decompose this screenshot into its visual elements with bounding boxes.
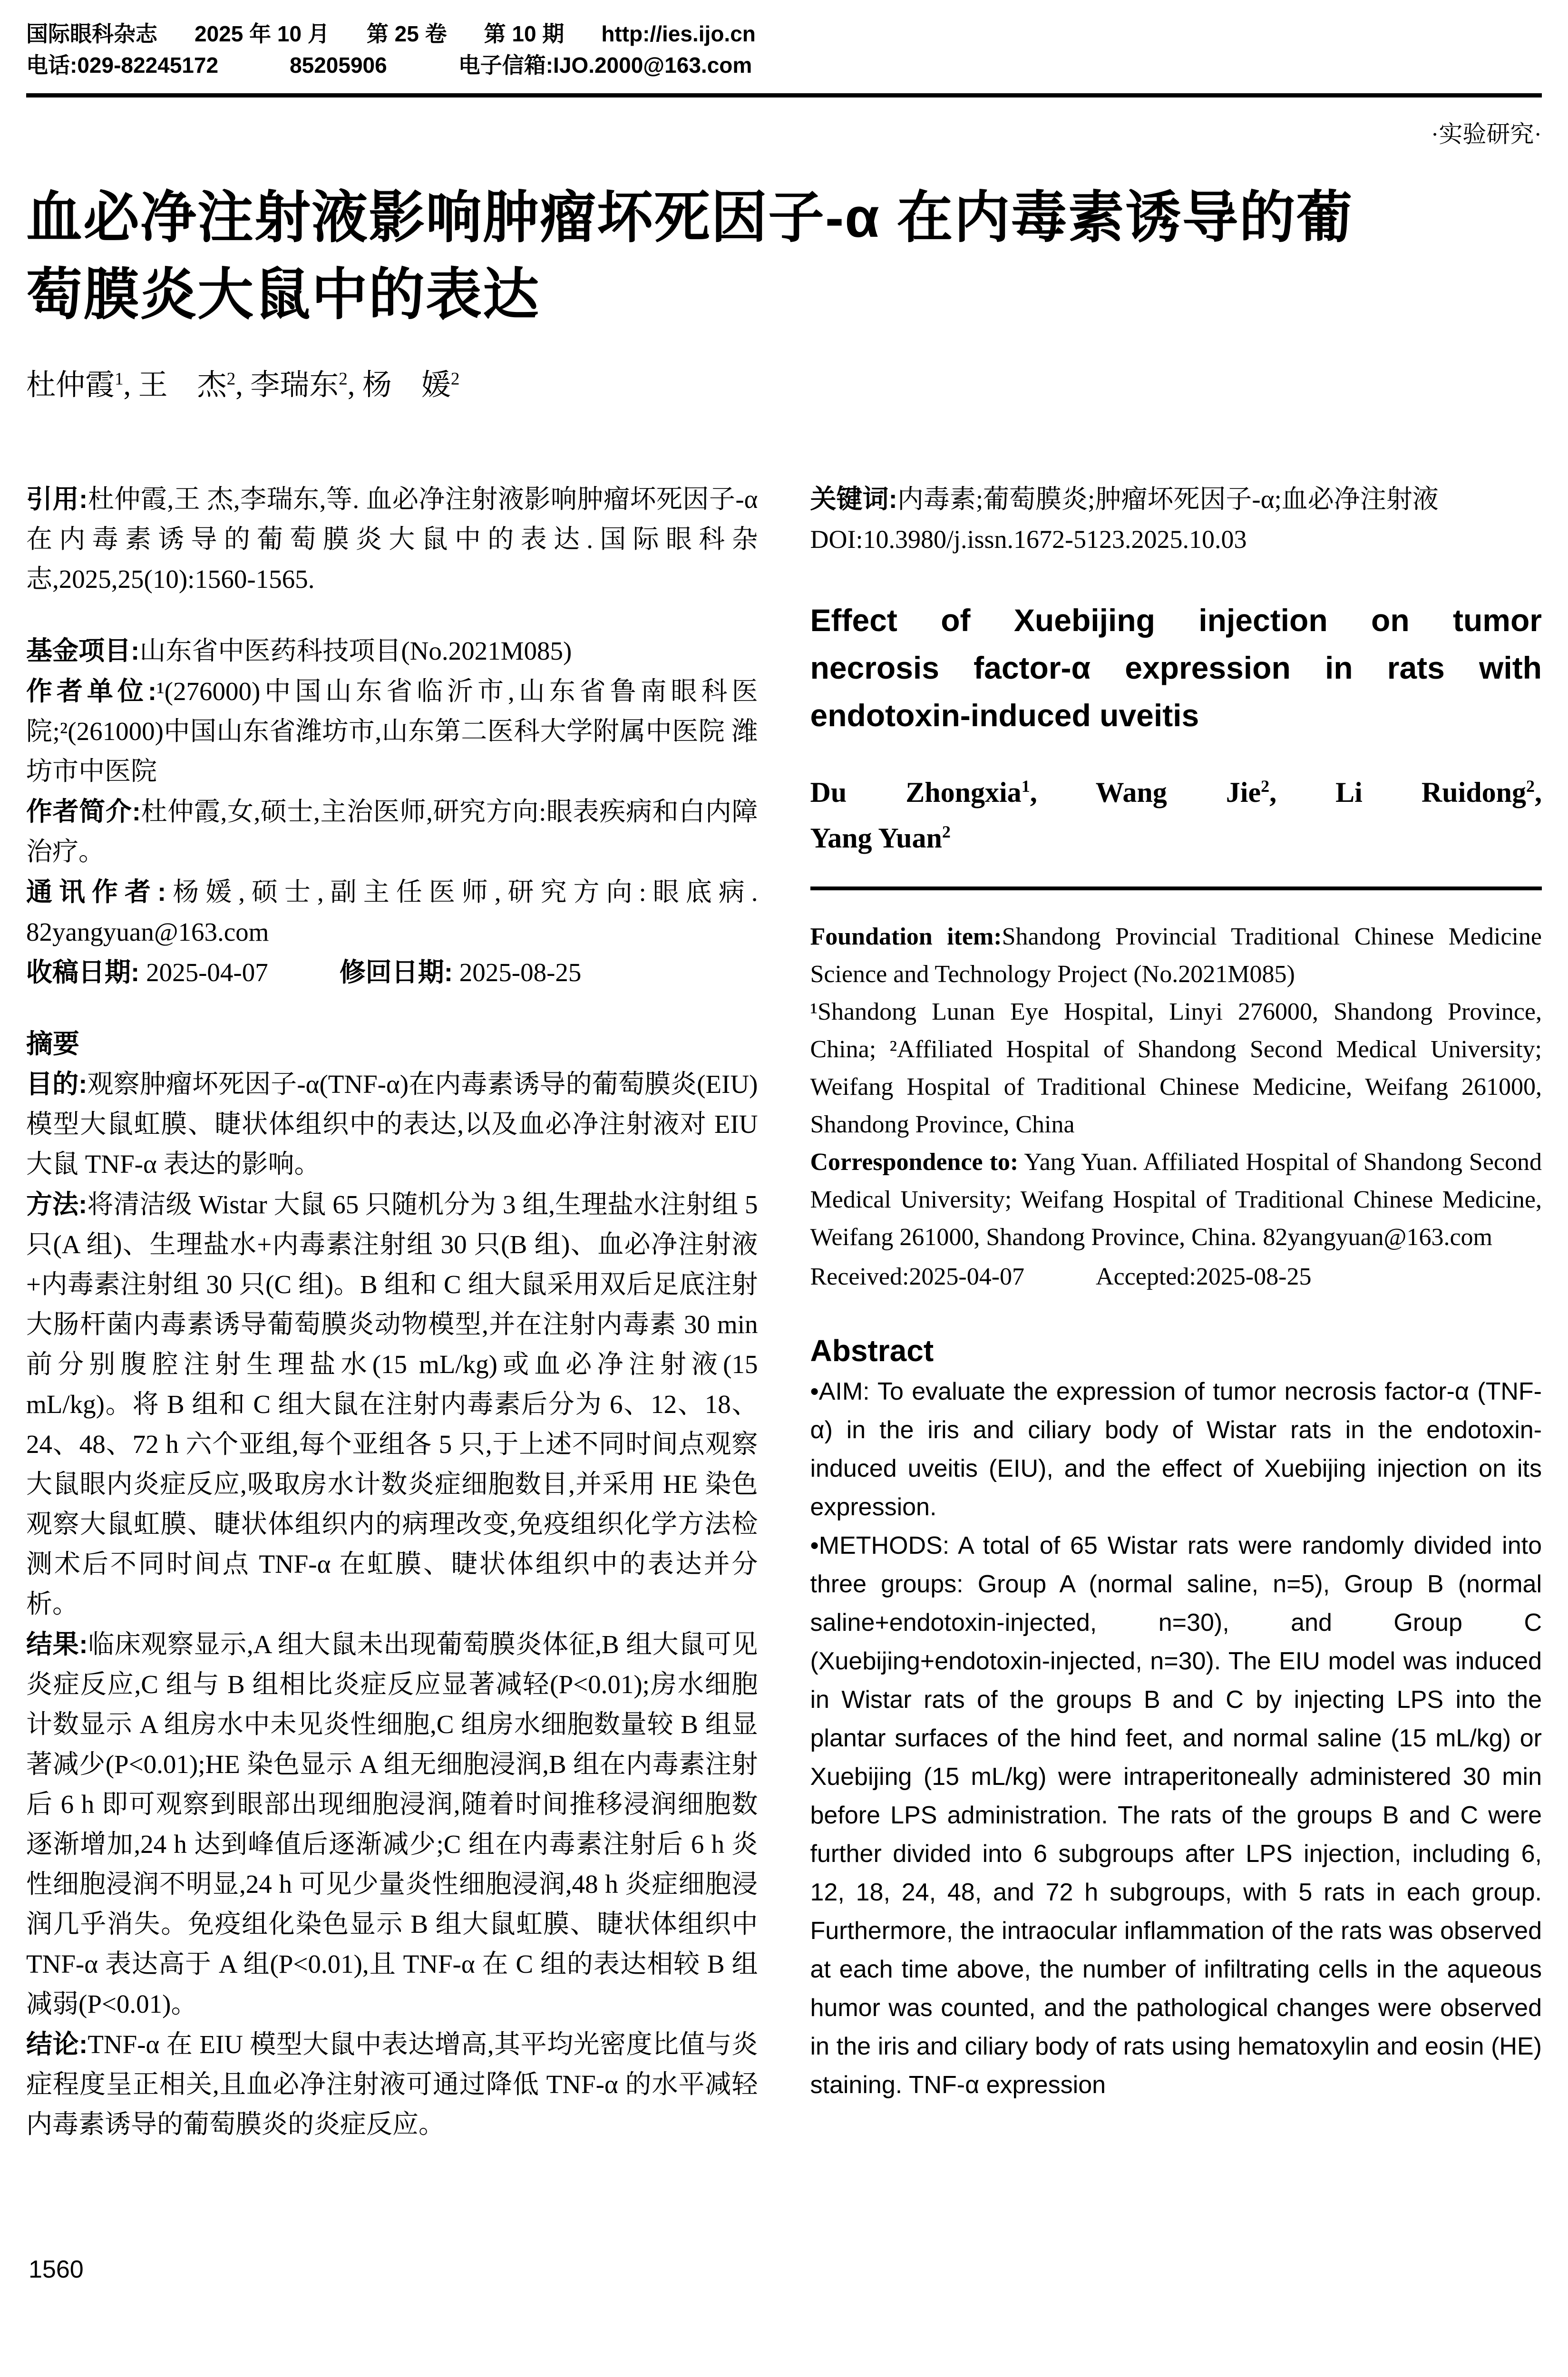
results-text-cn: 临床观察显示,A 组大鼠未出现葡萄膜炎体征,B 组大鼠可见炎症反应,C 组与 B 组相比炎症反应显著减轻(P<0.01);房水细胞计数显示 A 组房水中未见炎性细胞,C 组房水细胞数量较 B 组显著减少(P<0.01);HE 染色显示 A 组无细胞浸润,B 组在内毒素注射后 6 h 即可观察到眼部出现细胞浸润,随着时间推移浸润细胞数逐渐增加,24 h 达到峰值后逐渐减少;C 组在内毒素注射后 6 h 炎性细胞浸润不明显,24 h 可见少量炎性细胞浸润,48 h 炎症细胞浸润几乎消失。免疫组化染色显示 B 组大鼠虹膜、睫状体组织中 TNF-α 表达高于 A 组(P<0.01),且 TNF-α 在 C 组的表达相较 B 组减弱(P<0.01)。 xyxy=(26,1630,758,2018)
author-bio-paragraph xyxy=(26,791,758,872)
doi-line: DOI:10.3980/j.issn.1672-5123.2025.10.03 xyxy=(810,525,1247,554)
author-superscript: 2 xyxy=(450,369,460,389)
foundation-en-label: Foundation item: xyxy=(810,923,1002,950)
article-title-en-line1: Effect of Xuebijing injection on tumor xyxy=(810,603,1542,638)
author-superscript: 2 xyxy=(1261,777,1270,796)
correspondence-paragraph xyxy=(26,872,758,952)
right-column xyxy=(810,479,1542,2239)
author-en: Li Ruidong$^2$, xyxy=(1335,777,1542,808)
author-superscript: 1 xyxy=(1021,777,1030,796)
correspondence-en-label: Correspondence to: xyxy=(810,1149,1019,1176)
foundation-text: 山东省中医药科技项目(No.2021M085) xyxy=(139,636,572,665)
dates-en-line xyxy=(810,1258,1542,1296)
author-superscript: 1 xyxy=(115,369,124,389)
abstract-aim-text: To evaluate the expression of tumor necrosis factor-α (TNF-α) in the iris and ciliary body of Wistar rats in the endotoxin-induced uveitis (EIU), and the effect of Xuebijing injection on its expression. xyxy=(810,1378,1542,1521)
author-superscript: 2 xyxy=(942,822,951,841)
foundation-label: 基金项目: xyxy=(26,636,140,665)
received-date: 2025-04-07 xyxy=(139,958,268,987)
journal-phone: 电话:029-82245172 xyxy=(26,53,219,78)
bullet-icon: • xyxy=(810,1532,819,1559)
results-paragraph-cn xyxy=(26,1624,758,2024)
correspondence-text: 杨媛,硕士,副主任医师,研究方向:眼底病. 82yangyuan@163.com xyxy=(26,877,758,946)
article-title-en-line2: necrosis factor-α expression in rats with xyxy=(810,650,1542,685)
keywords-label: 关键词: xyxy=(810,484,897,514)
methods-paragraph-cn xyxy=(26,1184,758,1624)
page-number: 1560 xyxy=(29,2256,84,2283)
author-cn: 王 杰$^2$, xyxy=(138,369,243,401)
affiliation-label: 作者单位: xyxy=(26,676,157,706)
results-label-cn: 结果: xyxy=(26,1629,88,1659)
author-superscript: 2 xyxy=(1526,777,1535,796)
journal-header-line1 xyxy=(26,18,1542,49)
affiliation-paragraph xyxy=(26,671,758,791)
abstract-aim-label: AIM: xyxy=(818,1378,870,1405)
conclusion-label-cn: 结论: xyxy=(26,2029,88,2059)
author-superscript: 2 xyxy=(339,369,348,389)
correspondence-label: 通讯作者: xyxy=(26,877,166,906)
foundation-paragraph xyxy=(26,631,758,671)
keywords-text: 内毒素;葡萄膜炎;肿瘤坏死因子-α;血必净注射液 xyxy=(897,485,1439,514)
abstract-heading-en: Abstract xyxy=(810,1334,934,1368)
accepted-en-date: 2025-08-25 xyxy=(1196,1263,1312,1290)
author-en: Du Zhongxia$^1$, xyxy=(810,777,1037,808)
authors-en-line2 xyxy=(810,815,1542,861)
journal-header-line2 xyxy=(26,49,1542,81)
author-cn: 杜仲霞$^1$, xyxy=(26,369,131,401)
author-bio-label: 作者简介: xyxy=(26,797,141,826)
section-badge: ·实验研究· xyxy=(1431,121,1542,147)
journal-date: 2025 年 10 月 xyxy=(195,21,330,46)
journal-volume: 第 25 卷 xyxy=(366,21,447,46)
article-title-en xyxy=(810,596,1542,739)
two-column-body xyxy=(26,479,1542,2239)
authors-cn xyxy=(26,368,1542,403)
affiliation-text: ¹(276000)中国山东省临沂市,山东省鲁南眼科医院;²(261000)中国山东省潍坊市,山东第二医科大学附属中医院 潍坊市中医院 xyxy=(26,677,758,786)
citation-paragraph xyxy=(26,479,758,599)
header-rule xyxy=(26,93,1542,97)
foundation-en-text: Shandong Provincial Traditional Chinese Medicine Science and Technology Project (No.2021M085) xyxy=(810,923,1542,988)
authors-en xyxy=(810,770,1542,861)
left-column xyxy=(26,479,758,2239)
authors-en-line1 xyxy=(810,770,1542,815)
conclusion-text-cn: TNF-α 在 EIU 模型大鼠中表达增高,其平均光密度比值与炎症程度呈正相关,且血必净注射液可通过降低 TNF-α 的水平减轻内毒素诱导的葡萄膜炎的炎症反应。 xyxy=(26,2030,758,2139)
article-title-cn-line2: 萄膜炎大鼠中的表达 xyxy=(26,263,540,326)
foundation-en-paragraph xyxy=(810,918,1542,993)
revised-label: 修回日期: xyxy=(339,957,453,987)
methods-text-cn: 将清洁级 Wistar 大鼠 65 只随机分为 3 组,生理盐水注射组 5 只(A 组)、生理盐水+内毒素注射组 30 只(B 组)、血必净注射液+内毒素注射组 30 只(C 组)。B 组和 C 组大鼠采用双后足底注射大肠杆菌内毒素诱导葡萄膜炎动物模型,并在注射内毒素 30 min 前分别腹腔注射生理盐水(15 mL/kg)或血必净注射液(15 mL/kg)。将 B 组和 C 组大鼠在注射内毒素后分为 6、12、18、24、48、72 h 六个亚组,每个亚组各 5 只,于上述不同时间点观察大鼠眼内炎症反应,吸取房水计数炎症细胞数目,并采用 HE 染色观察大鼠虹膜、睫状体组织内的病理改变,免疫组织化学方法检测术后不同时间点 TNF-α 在虹膜、睫状体组织中的表达并分析。 xyxy=(26,1190,758,1618)
aim-text-cn: 观察肿瘤坏死因子-α(TNF-α)在内毒素诱导的葡萄膜炎(EIU)模型大鼠虹膜、睫状体组织中的表达,以及血必净注射液对 EIU 大鼠 TNF-α 表达的影响。 xyxy=(26,1070,758,1179)
article-title-en-line3: endotoxin-induced uveitis xyxy=(810,698,1199,733)
keywords-paragraph xyxy=(810,479,1542,519)
author-en: Yang Yuan$^2$ xyxy=(810,822,951,854)
citation-text: 杜仲霞,王 杰,李瑞东,等. 血必净注射液影响肿瘤坏死因子-α 在内毒素诱导的葡萄膜炎大鼠中的表达.国际眼科杂志,2025,25(10):1560-1565. xyxy=(26,485,758,594)
abstract-aim-paragraph xyxy=(810,1373,1542,1527)
author-superscript: 2 xyxy=(226,369,236,389)
aim-paragraph-cn xyxy=(26,1064,758,1184)
citation-label: 引用: xyxy=(26,484,88,514)
dates-line xyxy=(26,952,758,993)
author-cn: 李瑞东$^2$, xyxy=(250,369,355,401)
received-en-label: Received: xyxy=(810,1263,909,1290)
abstract-methods-text: A total of 65 Wistar rats were randomly divided into three groups: Group A (normal saline, n=5), Group B (normal saline+endotoxin-injected, n=30), and Group C (Xuebijing+endotoxin-injected, n=30). The EIU model was induced in Wistar rats of the groups B and C by injecting LPS into the plantar surfaces of the hind feet, and normal saline (15 mL/kg) or Xuebijing (15 mL/kg) were intraperitoneally administered 30 min before LPS administration. The rats of the groups B and C were further divided into 6 subgroups after LPS injection, including 6, 12, 18, 24, 48, and 72 h subgroups, with 5 rats in each group. Furthermore, the intraocular inflammation of the rats was observed at each time above, the number of infiltrating cells in the aqueous humor was counted, and the pathological changes were observed in the iris and ciliary body of rats using hematoxylin and eosin (HE) staining. TNF-α expression xyxy=(810,1532,1542,2099)
methods-label-cn: 方法: xyxy=(26,1189,88,1219)
author-bio-text: 杜仲霞,女,硕士,主治医师,研究方向:眼表疾病和白内障治疗。 xyxy=(26,797,758,866)
received-label: 收稿日期: xyxy=(26,957,140,987)
journal-name: 国际眼科杂志 xyxy=(26,21,157,46)
abstract-methods-paragraph xyxy=(810,1527,1542,2104)
revised-date: 2025-08-25 xyxy=(453,958,582,987)
bullet-icon: • xyxy=(810,1378,819,1405)
correspondence-en-paragraph xyxy=(810,1143,1542,1256)
abstract-methods-label: METHODS: xyxy=(818,1532,950,1559)
conclusion-paragraph-cn xyxy=(26,2024,758,2144)
article-title-cn-line1: 血必净注射液影响肿瘤坏死因子-α 在内毒素诱导的葡 xyxy=(26,186,1354,249)
aim-label-cn: 目的: xyxy=(26,1069,88,1099)
received-en-date: 2025-04-07 xyxy=(909,1263,1025,1290)
journal-phone2: 85205906 xyxy=(290,53,387,78)
article-title-cn xyxy=(26,179,1542,333)
accepted-en-label: Accepted: xyxy=(1096,1263,1196,1290)
journal-email: 电子信箱:IJO.2000@163.com xyxy=(458,53,752,78)
journal-url: http://ies.ijo.cn xyxy=(601,21,756,46)
author-en: Wang Jie$^2$, xyxy=(1095,777,1277,808)
authors-divider-rule xyxy=(810,887,1542,890)
author-cn: 杨 媛$^2$ xyxy=(362,369,460,401)
journal-issue: 第 10 期 xyxy=(484,21,565,46)
correspondence-en-text: Yang Yuan. Affiliated Hospital of Shandong Second Medical University; Weifang Hospital of Traditional Chinese Medicine, Weifang 261000, Shandong Province, China. 82yangyuan@163.com xyxy=(810,1149,1542,1251)
abstract-heading-cn: 摘要 xyxy=(26,1029,79,1059)
affiliation-en-paragraph: ¹Shandong Lunan Eye Hospital, Linyi 276000, Shandong Province, China; ²Affiliated Hospital of Shandong Second Medical University; Weifang Hospital of Traditional Chinese Medicine, Weifang 261000, Shandong Province, China xyxy=(810,998,1542,1138)
